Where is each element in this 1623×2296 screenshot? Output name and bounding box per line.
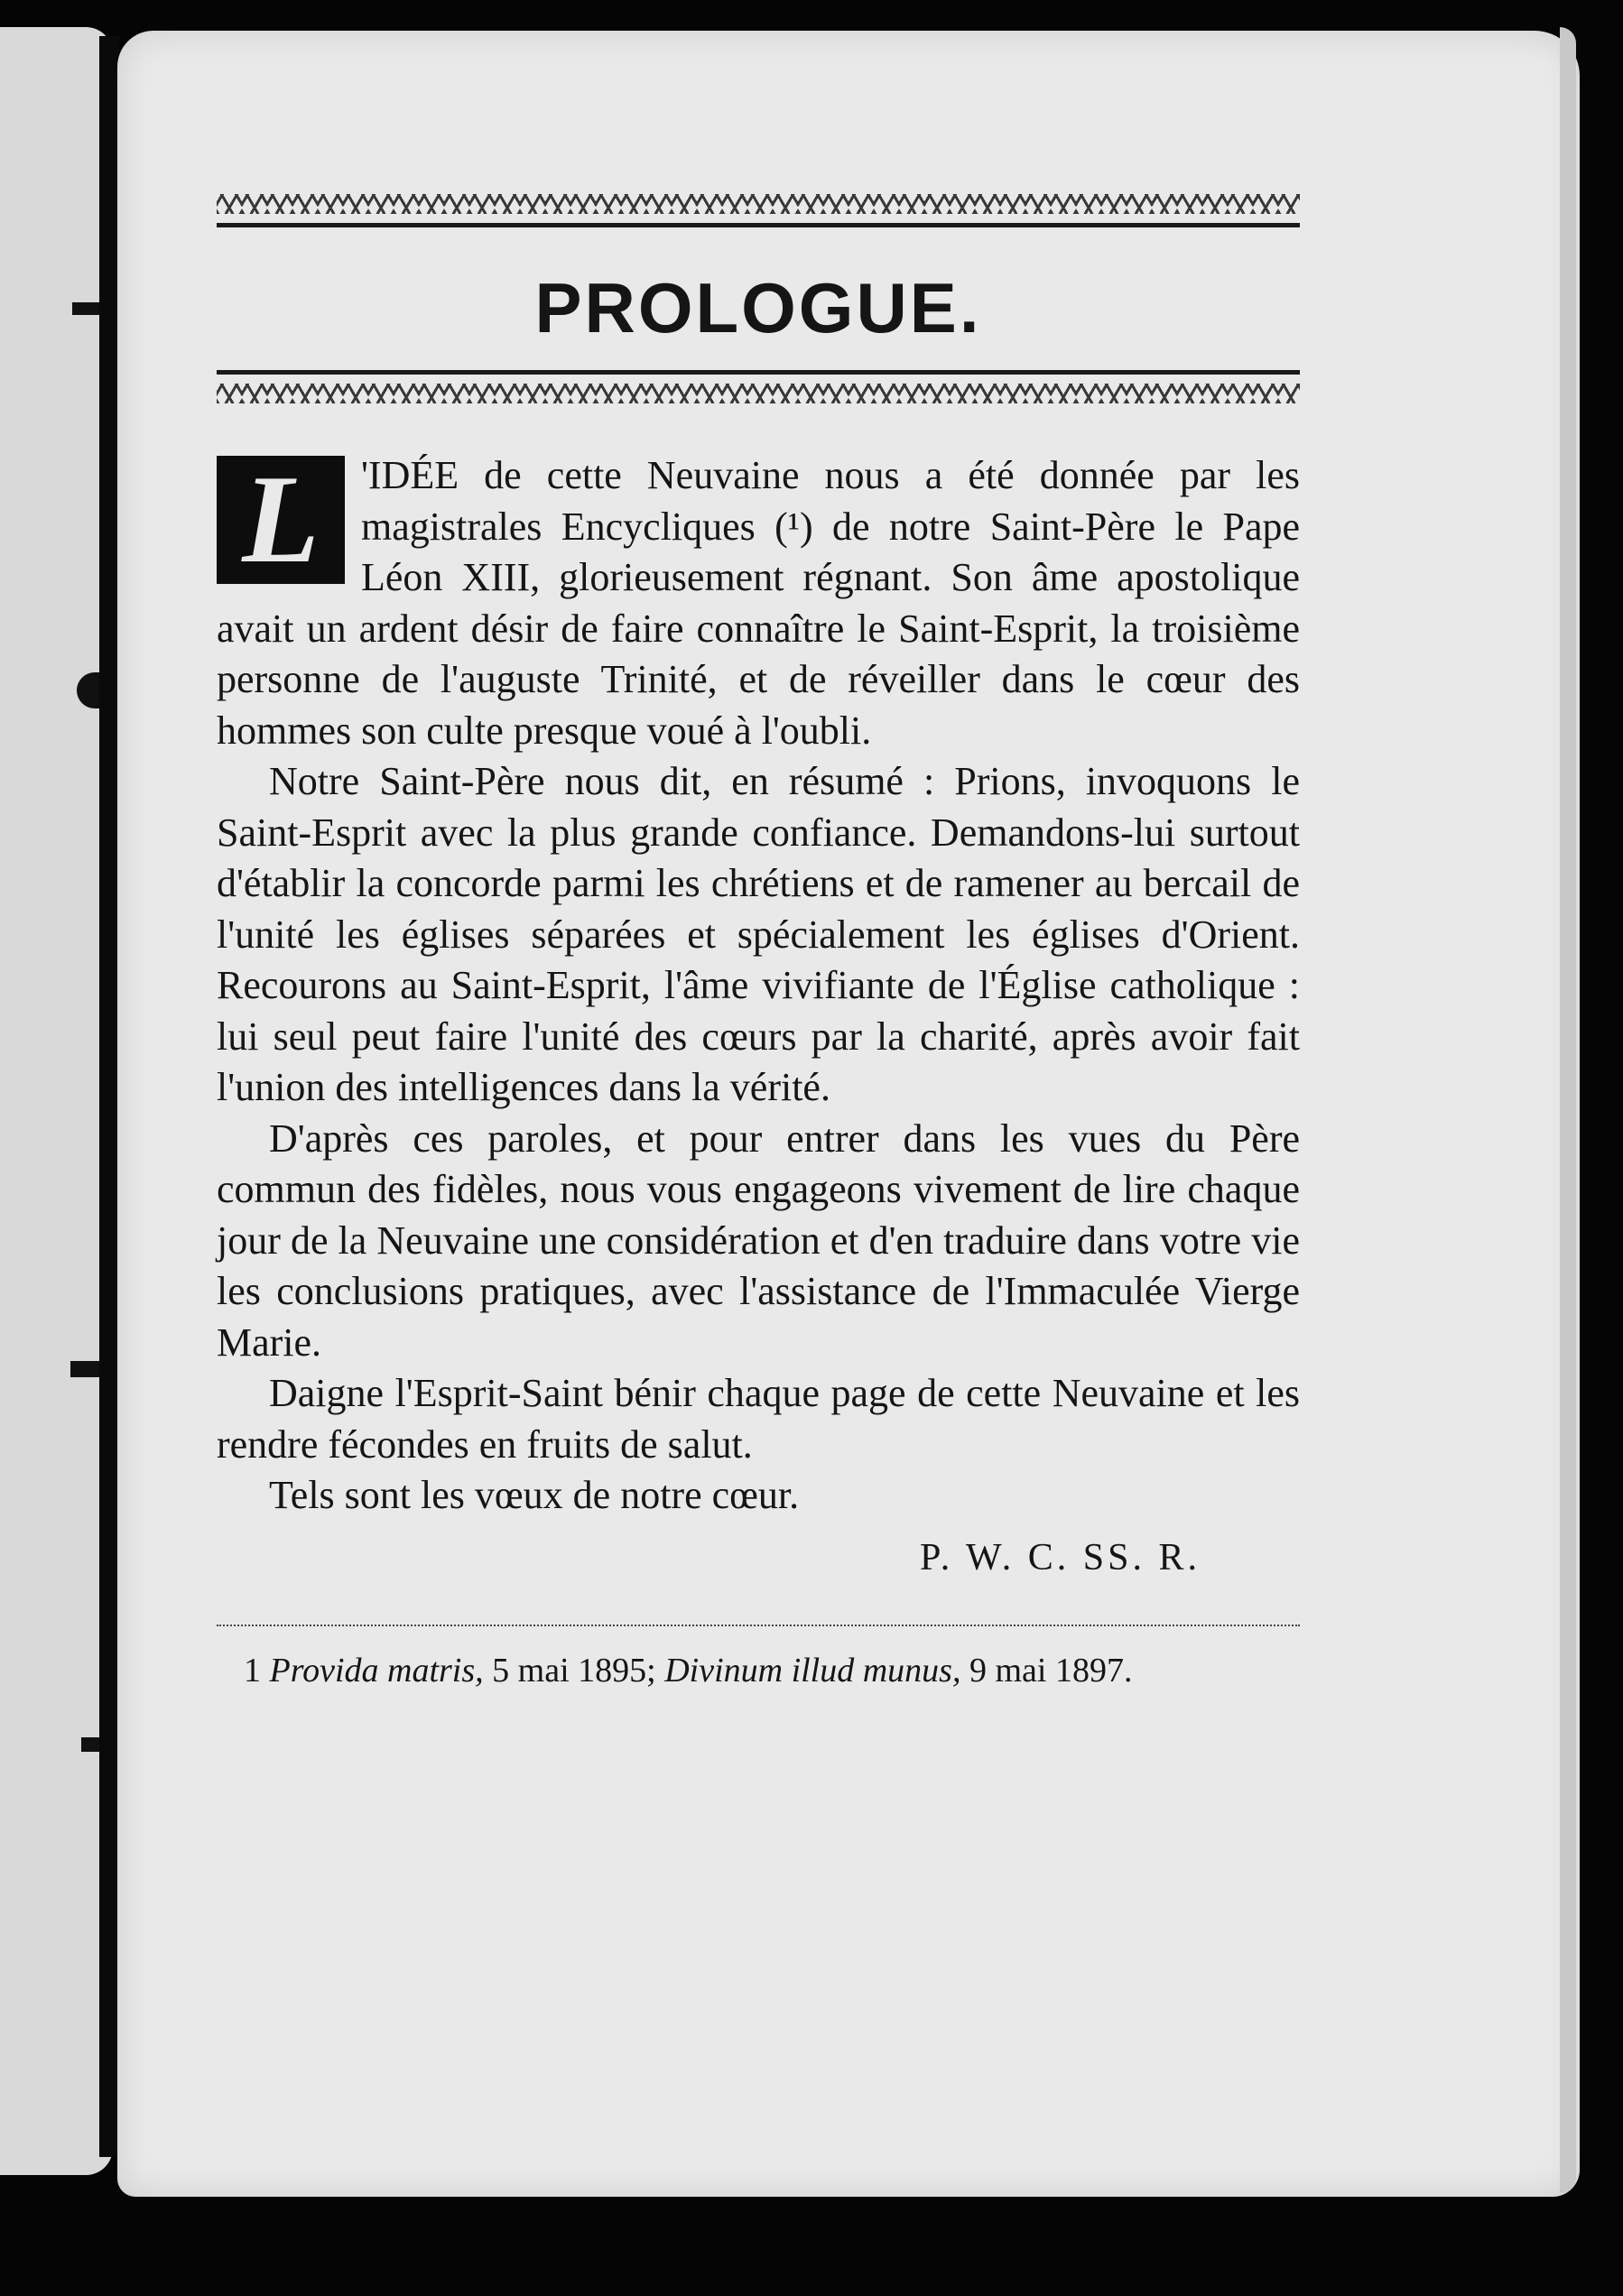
- page-title: PROLOGUE.: [534, 268, 982, 347]
- paragraph: Daigne l'Esprit-Saint bénir chaque page de cette Neuvaine et les rendre fécondes en fruits de salut.: [217, 1371, 1300, 1467]
- prologue-text: [217, 450, 1300, 1522]
- paragraph: Notre Saint-Père nous dit, en résumé : Prions, invoquons le Saint-Esprit avec la plus grande confiance. Demandons-lui surtout d'établir la concorde parmi les chrétiens et de ramener au bercail de l'unité les églises séparées et spécialement les églises d'Orient. Recourons au Saint-Esprit, l'âme vivifiante de l'Église catholique : lui seul peut faire l'unité des cœurs par la charité, après avoir fait l'union des intelligences dans la vérité.: [217, 759, 1300, 1109]
- footnote-ref: Divinum illud munus,: [664, 1651, 961, 1690]
- title-rule: [217, 370, 1300, 375]
- paragraph: 'IDÉE de cette Neuvaine nous a été donnée par les magistrales Encycliques (¹) de notre Saint-Père le Pape Léon XIII, glorieusement régnant. Son âme apostolique avait un ardent désir de faire connaître le Saint-Esprit, la troisième personne de l'auguste Trinité, et de réveiller dans le cœur des hommes son culte presque voué à l'oubli.: [217, 453, 1300, 753]
- top-ornament: [217, 194, 1300, 214]
- top-rule: [217, 223, 1300, 227]
- facing-page: [0, 27, 113, 2175]
- title-ornament: [217, 384, 1300, 403]
- dropcap-letter: L: [217, 456, 345, 584]
- footnote-date: 9 mai 1897.: [969, 1651, 1133, 1690]
- gutter: [99, 36, 119, 2157]
- paragraph: Tels sont les vœux de notre cœur.: [269, 1473, 800, 1517]
- footnote-number: 1: [244, 1651, 261, 1690]
- page-content: [217, 194, 1300, 1692]
- paragraph: D'après ces paroles, et pour entrer dans les vues du Père commun des fidèles, nous vous engageons vivement de lire chaque jour de la Neuvaine une considération et d'en traduire dans votre vie les conclusions pratiques, avec l'assistance de l'Immaculée Vierge Marie.: [217, 1116, 1300, 1365]
- footnote-ref: Provida matris,: [269, 1651, 484, 1690]
- footnote: [208, 1649, 1300, 1692]
- signature: P. W. C. SS. R.: [920, 1536, 1201, 1578]
- page-edge: [1560, 27, 1576, 2193]
- footnote-date: 5 mai 1895;: [492, 1651, 656, 1690]
- footnote-divider: [217, 1625, 1300, 1627]
